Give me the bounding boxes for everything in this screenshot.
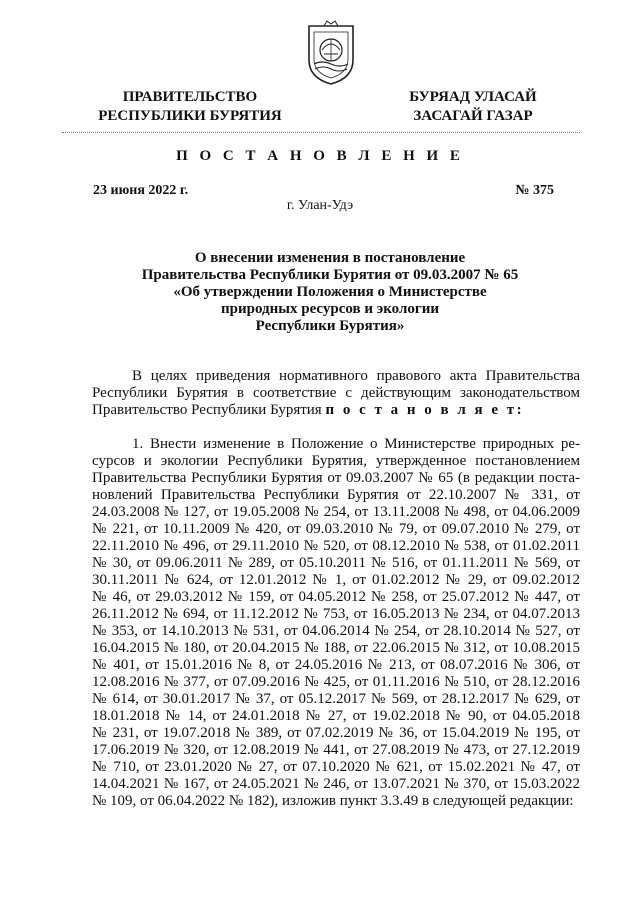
header-divider [62, 132, 580, 133]
paragraph-line: № 710, от 23.01.2020 № 27, от 07.10.2020 № 621, от 15.02.2021 № 47, от [92, 759, 580, 775]
coat-of-arms-icon [302, 20, 360, 86]
preamble-paragraph [92, 368, 580, 419]
paragraph-line: новлений Правительства Республики Бурятия от 22.10.2007 № 331, от [92, 487, 580, 503]
document-city: г. Улан-Удэ [286, 198, 354, 213]
document-number: № 375 [515, 183, 554, 198]
title-line: О внесении изменения в постановление [194, 250, 466, 266]
resolves-keyword: п о с т а н о в л я е т: [325, 402, 525, 418]
paragraph-line: 18.01.2018 № 14, от 24.01.2018 № 27, от 19.02.2018 № 90, от 04.05.2018 [92, 708, 580, 724]
paragraph-line: № 221, от 10.11.2009 № 420, от 09.03.2010 № 79, от 09.07.2010 № 279, от [92, 521, 580, 537]
paragraph-line: № 46, от 29.03.2012 № 159, от 04.05.2012 № 258, от 25.07.2012 № 447, от [92, 589, 580, 605]
preamble-line: Правительство Республики Бурятия п о с т а н о в л я е т: [92, 402, 525, 418]
paragraph-line: 22.11.2010 № 496, от 29.11.2010 № 520, от 08.12.2010 № 538, от 01.02.2011 [92, 538, 580, 554]
paragraph-line: 16.04.2015 № 180, от 20.04.2015 № 188, от 22.06.2015 № 312, от 10.08.2015 [92, 640, 580, 656]
document-title [120, 250, 540, 335]
paragraph-line: № 30, от 09.06.2011 № 289, от 05.10.2011 № 516, от 01.11.2011 № 569, от [92, 555, 580, 571]
paragraph-line: 30.11.2011 № 624, от 12.01.2012 № 1, от 01.02.2012 № 29, от 09.02.2012 [92, 572, 580, 588]
paragraph-line: № 231, от 19.07.2018 № 389, от 07.02.2019 № 36, от 15.04.2019 № 195, от [92, 725, 580, 741]
paragraph-line: № 353, от 14.10.2013 № 531, от 04.06.2014 № 254, от 28.10.2014 № 527, от [92, 623, 580, 639]
title-line: «Об утверждении Положения о Министерстве [173, 284, 487, 300]
paragraph-1 [92, 436, 580, 810]
paragraph-line: сурсов и экологии Республики Бурятия, утвержденное постановлением [92, 453, 580, 469]
paragraph-line: 1. Внести изменение в Положение о Министерстве природных ре- [132, 436, 580, 452]
paragraph-line: № 614, от 30.01.2017 № 37, от 05.12.2017 № 569, от 28.12.2017 № 629, от [92, 691, 580, 707]
paragraph-line: 26.11.2012 № 694, от 11.12.2012 № 753, от 16.05.2013 № 234, от 04.07.2013 [92, 606, 580, 622]
preamble-line: Республики Бурятия в соответствие с действующим законодательством [92, 385, 580, 401]
paragraph-line: 12.08.2016 № 377, от 07.09.2016 № 425, от 01.11.2016 № 510, от 28.12.2016 [92, 674, 580, 690]
paragraph-line: 14.04.2021 № 167, от 24.05.2021 № 246, от 13.07.2021 № 370, от 15.03.2022 [92, 776, 580, 792]
paragraph-line: № 109, от 06.04.2022 № 182), изложив пункт 3.3.49 в следующей редакции: [92, 793, 574, 809]
title-line: природных ресурсов и экологии [221, 301, 439, 317]
title-line: Республики Бурятия» [255, 318, 405, 334]
paragraph-line: Правительства Республики Бурятия от 09.03.2007 № 65 (в редакции поста- [92, 470, 580, 486]
paragraph-line: 17.06.2019 № 320, от 12.08.2019 № 441, от 27.08.2019 № 473, от 27.12.2019 [92, 742, 580, 758]
preamble-line: В целях приведения нормативного правового акта Правительства [132, 368, 580, 384]
title-line: Правительства Республики Бурятия от 09.03.2007 № 65 [141, 267, 519, 283]
government-name-buryat: БУРЯАД УЛАСАЙ ЗАСАГАЙ ГАЗАР [409, 89, 537, 124]
document-date: 23 июня 2022 г. [93, 183, 189, 198]
document-type: П О С Т А Н О В Л Е Н И Е [176, 148, 464, 164]
paragraph-line: 24.03.2008 № 127, от 19.05.2008 № 254, от 13.11.2008 № 498, от 04.06.2009 [92, 504, 580, 520]
paragraph-line: № 401, от 15.01.2016 № 8, от 24.05.2016 № 213, от 08.07.2016 № 306, от [92, 657, 580, 673]
government-name-russian: ПРАВИТЕЛЬСТВО РЕСПУБЛИКИ БУРЯТИЯ [98, 89, 282, 124]
